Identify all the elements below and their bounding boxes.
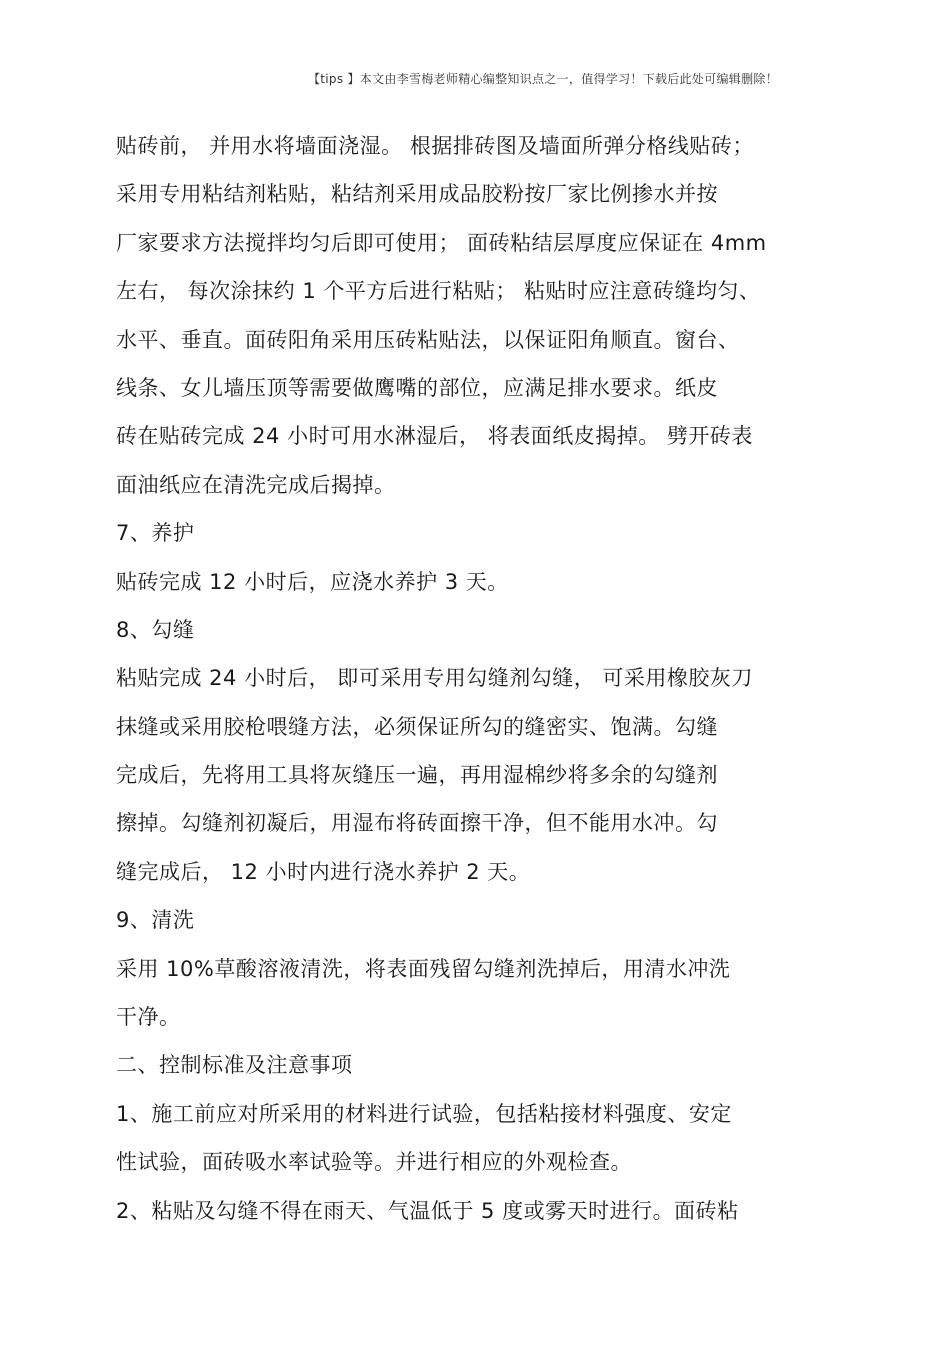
body-line-6: 线条、女儿墙压顶等需要做鹰嘴的部位，应满足排水要求。纸皮 bbox=[116, 375, 718, 400]
section-heading-standards: 二、控制标准及注意事项 bbox=[116, 1053, 353, 1078]
body-line-12: 粘贴完成 24 小时后， 即可采用专用勾缝剂勾缝， 可采用橡胶灰刀 bbox=[116, 666, 753, 691]
section-heading-curing: 7、养护 bbox=[116, 521, 195, 546]
section-heading-jointing: 8、勾缝 bbox=[116, 617, 195, 642]
body-line-13: 抹缝或采用胶枪喂缝方法，必须保证所勾的缝密实、饱满。勾缝 bbox=[116, 714, 718, 739]
body-line-21: 1、施工前应对所采用的材料进行试验，包括粘接材料强度、安定 bbox=[116, 1101, 732, 1126]
body-line-3: 厂家要求方法搅拌均匀后即可使用； 面砖粘结层厚度应保证在 4mm bbox=[116, 230, 767, 255]
body-line-18: 采用 10%草酸溶液清洗，将表面残留勾缝剂洗掉后，用清水冲洗 bbox=[116, 956, 731, 981]
section-heading-cleaning: 9、清洗 bbox=[116, 908, 195, 933]
body-line-16: 缝完成后， 12 小时内进行浇水养护 2 天。 bbox=[116, 859, 531, 884]
body-line-14: 完成后，先将用工具将灰缝压一遍，再用湿棉纱将多余的勾缝剂 bbox=[116, 763, 718, 788]
body-line-1: 贴砖前， 并用水将墙面浇湿。 根据排砖图及墙面所弹分格线贴砖； bbox=[116, 134, 754, 158]
body-line-15: 擦掉。勾缝剂初凝后，用湿布将砖面擦干净，但不能用水冲。勾 bbox=[116, 811, 718, 836]
body-line-22: 性试验，面砖吸水率试验等。并进行相应的外观检查。 bbox=[116, 1150, 632, 1175]
body-line-4: 左右， 每次涂抹约 1 个平方后进行粘贴； 粘贴时应注意砖缝均匀、 bbox=[116, 279, 761, 304]
body-line-10: 贴砖完成 12 小时后，应浇水养护 3 天。 bbox=[116, 569, 509, 594]
header-tips-note: 【tips 】本文由李雪梅老师精心编整知识点之一，值得学习！下载后此处可编辑删除！ bbox=[307, 72, 778, 86]
body-line-23: 2、粘贴及勾缝不得在雨天、气温低于 5 度或雾天时进行。面砖粘 bbox=[116, 1198, 739, 1223]
body-line-2: 采用专用粘结剂粘贴，粘结剂采用成品胶粉按厂家比例掺水并按 bbox=[116, 182, 718, 207]
body-line-7: 砖在贴砖完成 24 小时可用水淋湿后， 将表面纸皮揭掉。 劈开砖表 bbox=[116, 424, 753, 449]
body-line-8: 面油纸应在清洗完成后揭掉。 bbox=[116, 472, 396, 497]
body-line-19: 干净。 bbox=[116, 1005, 181, 1030]
body-line-5: 水平、垂直。面砖阳角采用压砖粘贴法，以保证阳角顺直。窗台、 bbox=[116, 327, 740, 352]
document-body bbox=[116, 122, 896, 1235]
